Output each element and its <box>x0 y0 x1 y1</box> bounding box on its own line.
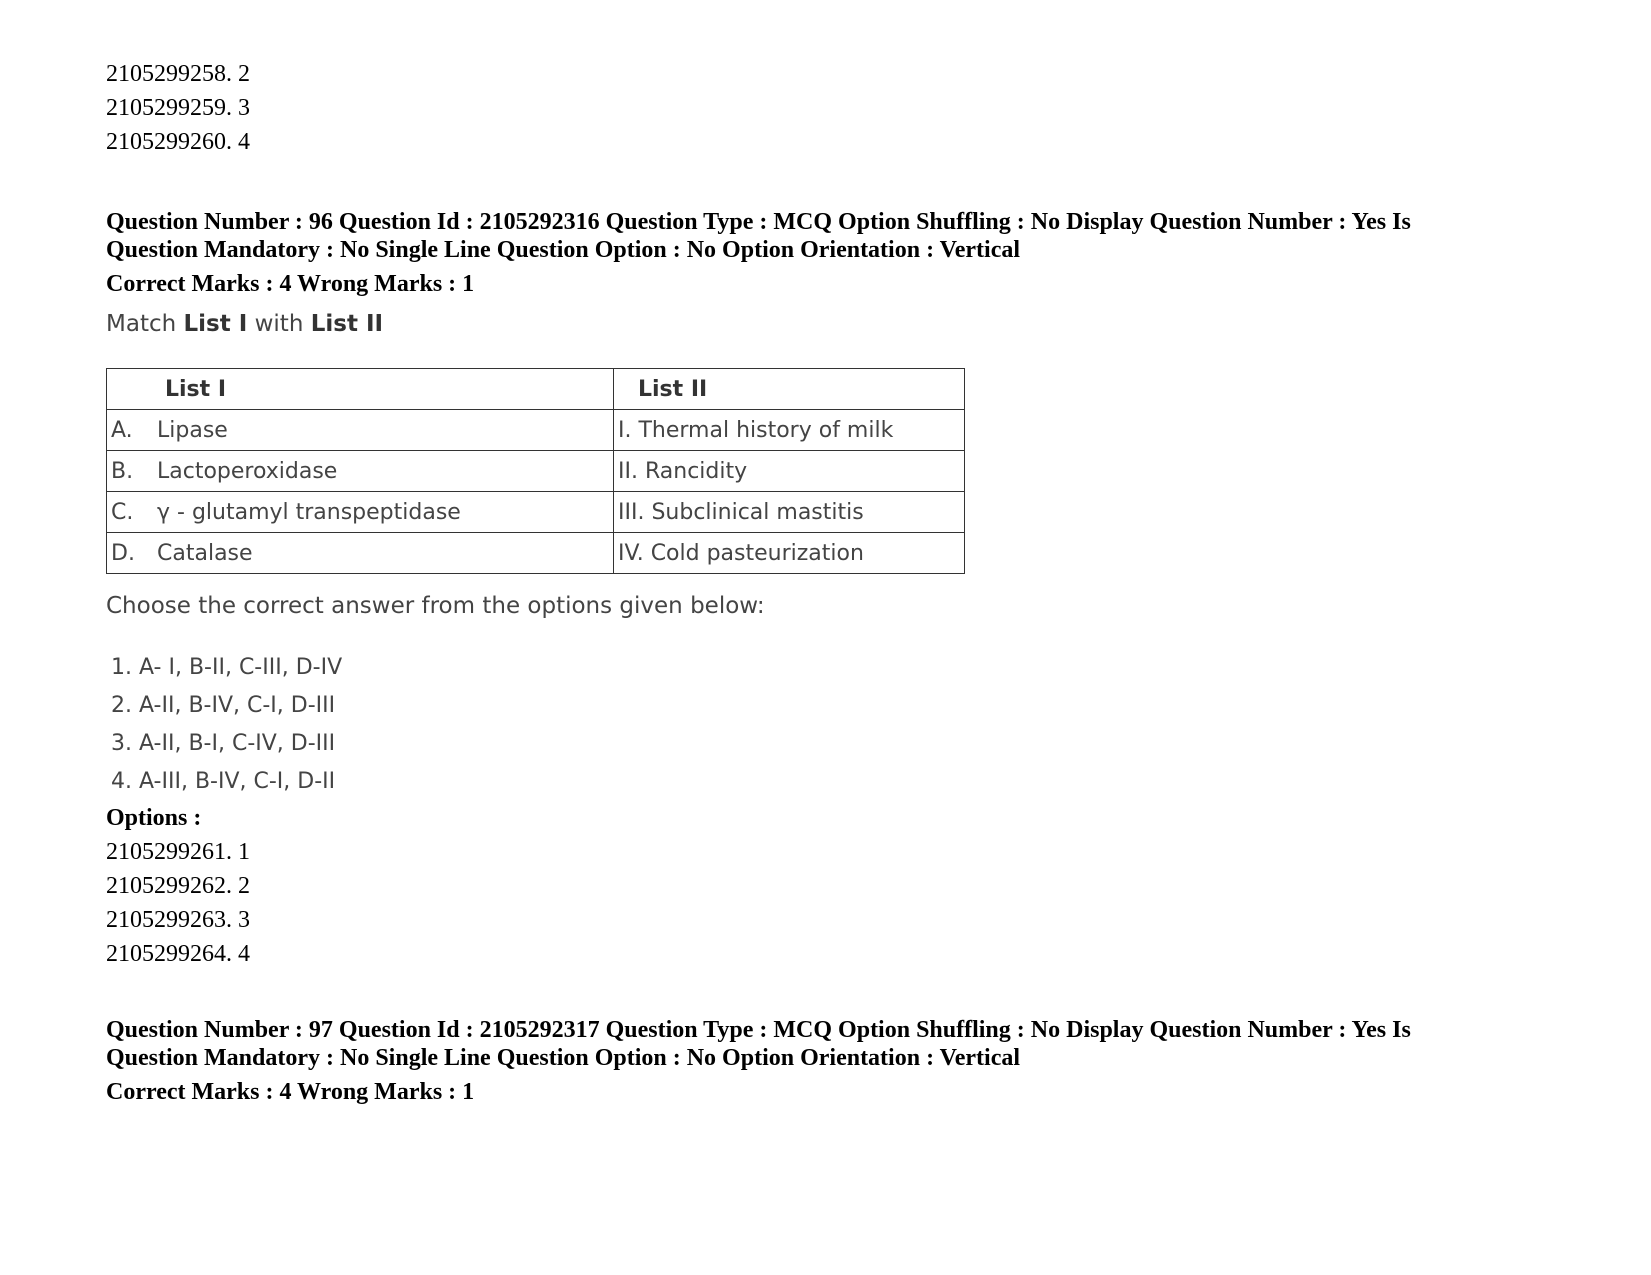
list-1-cell <box>107 410 614 451</box>
option-id-2: 2105299262. 2 <box>106 873 250 899</box>
list-2-cell: IV. Cold pasteurization <box>614 533 965 574</box>
list-1-cell <box>107 451 614 492</box>
q96-prompt <box>106 310 383 338</box>
table-row <box>107 410 965 451</box>
q96-marks: Correct Marks : 4 Wrong Marks : 1 <box>106 271 475 297</box>
row-letter: D. <box>111 540 135 566</box>
table-row <box>107 533 965 574</box>
answer-choice-1: 1. A- I, B-II, C-III, D-IV <box>111 655 343 680</box>
prompt-pre: Match <box>106 311 184 337</box>
answer-choice-3: 3. A-II, B-I, C-IV, D-III <box>111 731 336 756</box>
q97-marks: Correct Marks : 4 Wrong Marks : 1 <box>106 1079 475 1105</box>
q96-instruction: Choose the correct answer from the options given below: <box>106 593 765 619</box>
prompt-list1: List I <box>183 311 248 337</box>
row-item: Lactoperoxidase <box>157 458 338 484</box>
row-letter: B. <box>111 458 134 484</box>
prompt-mid: with <box>247 311 311 337</box>
list-1-cell <box>107 492 614 533</box>
list-2-cell: I. Thermal history of milk <box>614 410 965 451</box>
table-row <box>107 451 965 492</box>
q97-meta-line-1: Question Number : 97 Question Id : 2105292317 Question Type : MCQ Option Shuffling : No Display Question Number : Yes Is <box>106 1017 1411 1043</box>
header-list-2: List II <box>614 369 965 410</box>
prompt-list2: List II <box>310 311 384 337</box>
row-item: Catalase <box>157 540 253 566</box>
header-list-1: List I <box>107 369 614 410</box>
match-table <box>106 368 965 574</box>
answer-choice-4: 4. A-III, B-IV, C-I, D-II <box>111 769 336 794</box>
table-row <box>107 492 965 533</box>
option-id-4: 2105299264. 4 <box>106 941 250 967</box>
prev-option-1: 2105299258. 2 <box>106 61 250 87</box>
list-2-cell: II. Rancidity <box>614 451 965 492</box>
q96-meta-line-2: Question Mandatory : No Single Line Question Option : No Option Orientation : Vertical <box>106 237 1021 263</box>
answer-choice-2: 2. A-II, B-IV, C-I, D-III <box>111 693 336 718</box>
row-letter: A. <box>111 417 133 443</box>
option-id-1: 2105299261. 1 <box>106 839 250 865</box>
list-1-cell <box>107 533 614 574</box>
row-letter: C. <box>111 499 134 525</box>
row-item: Lipase <box>157 417 228 443</box>
list-2-cell: III. Subclinical mastitis <box>614 492 965 533</box>
option-id-3: 2105299263. 3 <box>106 907 250 933</box>
prev-option-3: 2105299260. 4 <box>106 129 250 155</box>
q96-meta-line-1: Question Number : 96 Question Id : 2105292316 Question Type : MCQ Option Shuffling : No Display Question Number : Yes Is <box>106 209 1411 235</box>
prev-option-2: 2105299259. 3 <box>106 95 250 121</box>
table-header-row <box>107 369 965 410</box>
options-label: Options : <box>106 805 202 831</box>
row-item: γ - glutamyl transpeptidase <box>157 499 461 525</box>
q97-meta-line-2: Question Mandatory : No Single Line Question Option : No Option Orientation : Vertical <box>106 1045 1021 1071</box>
